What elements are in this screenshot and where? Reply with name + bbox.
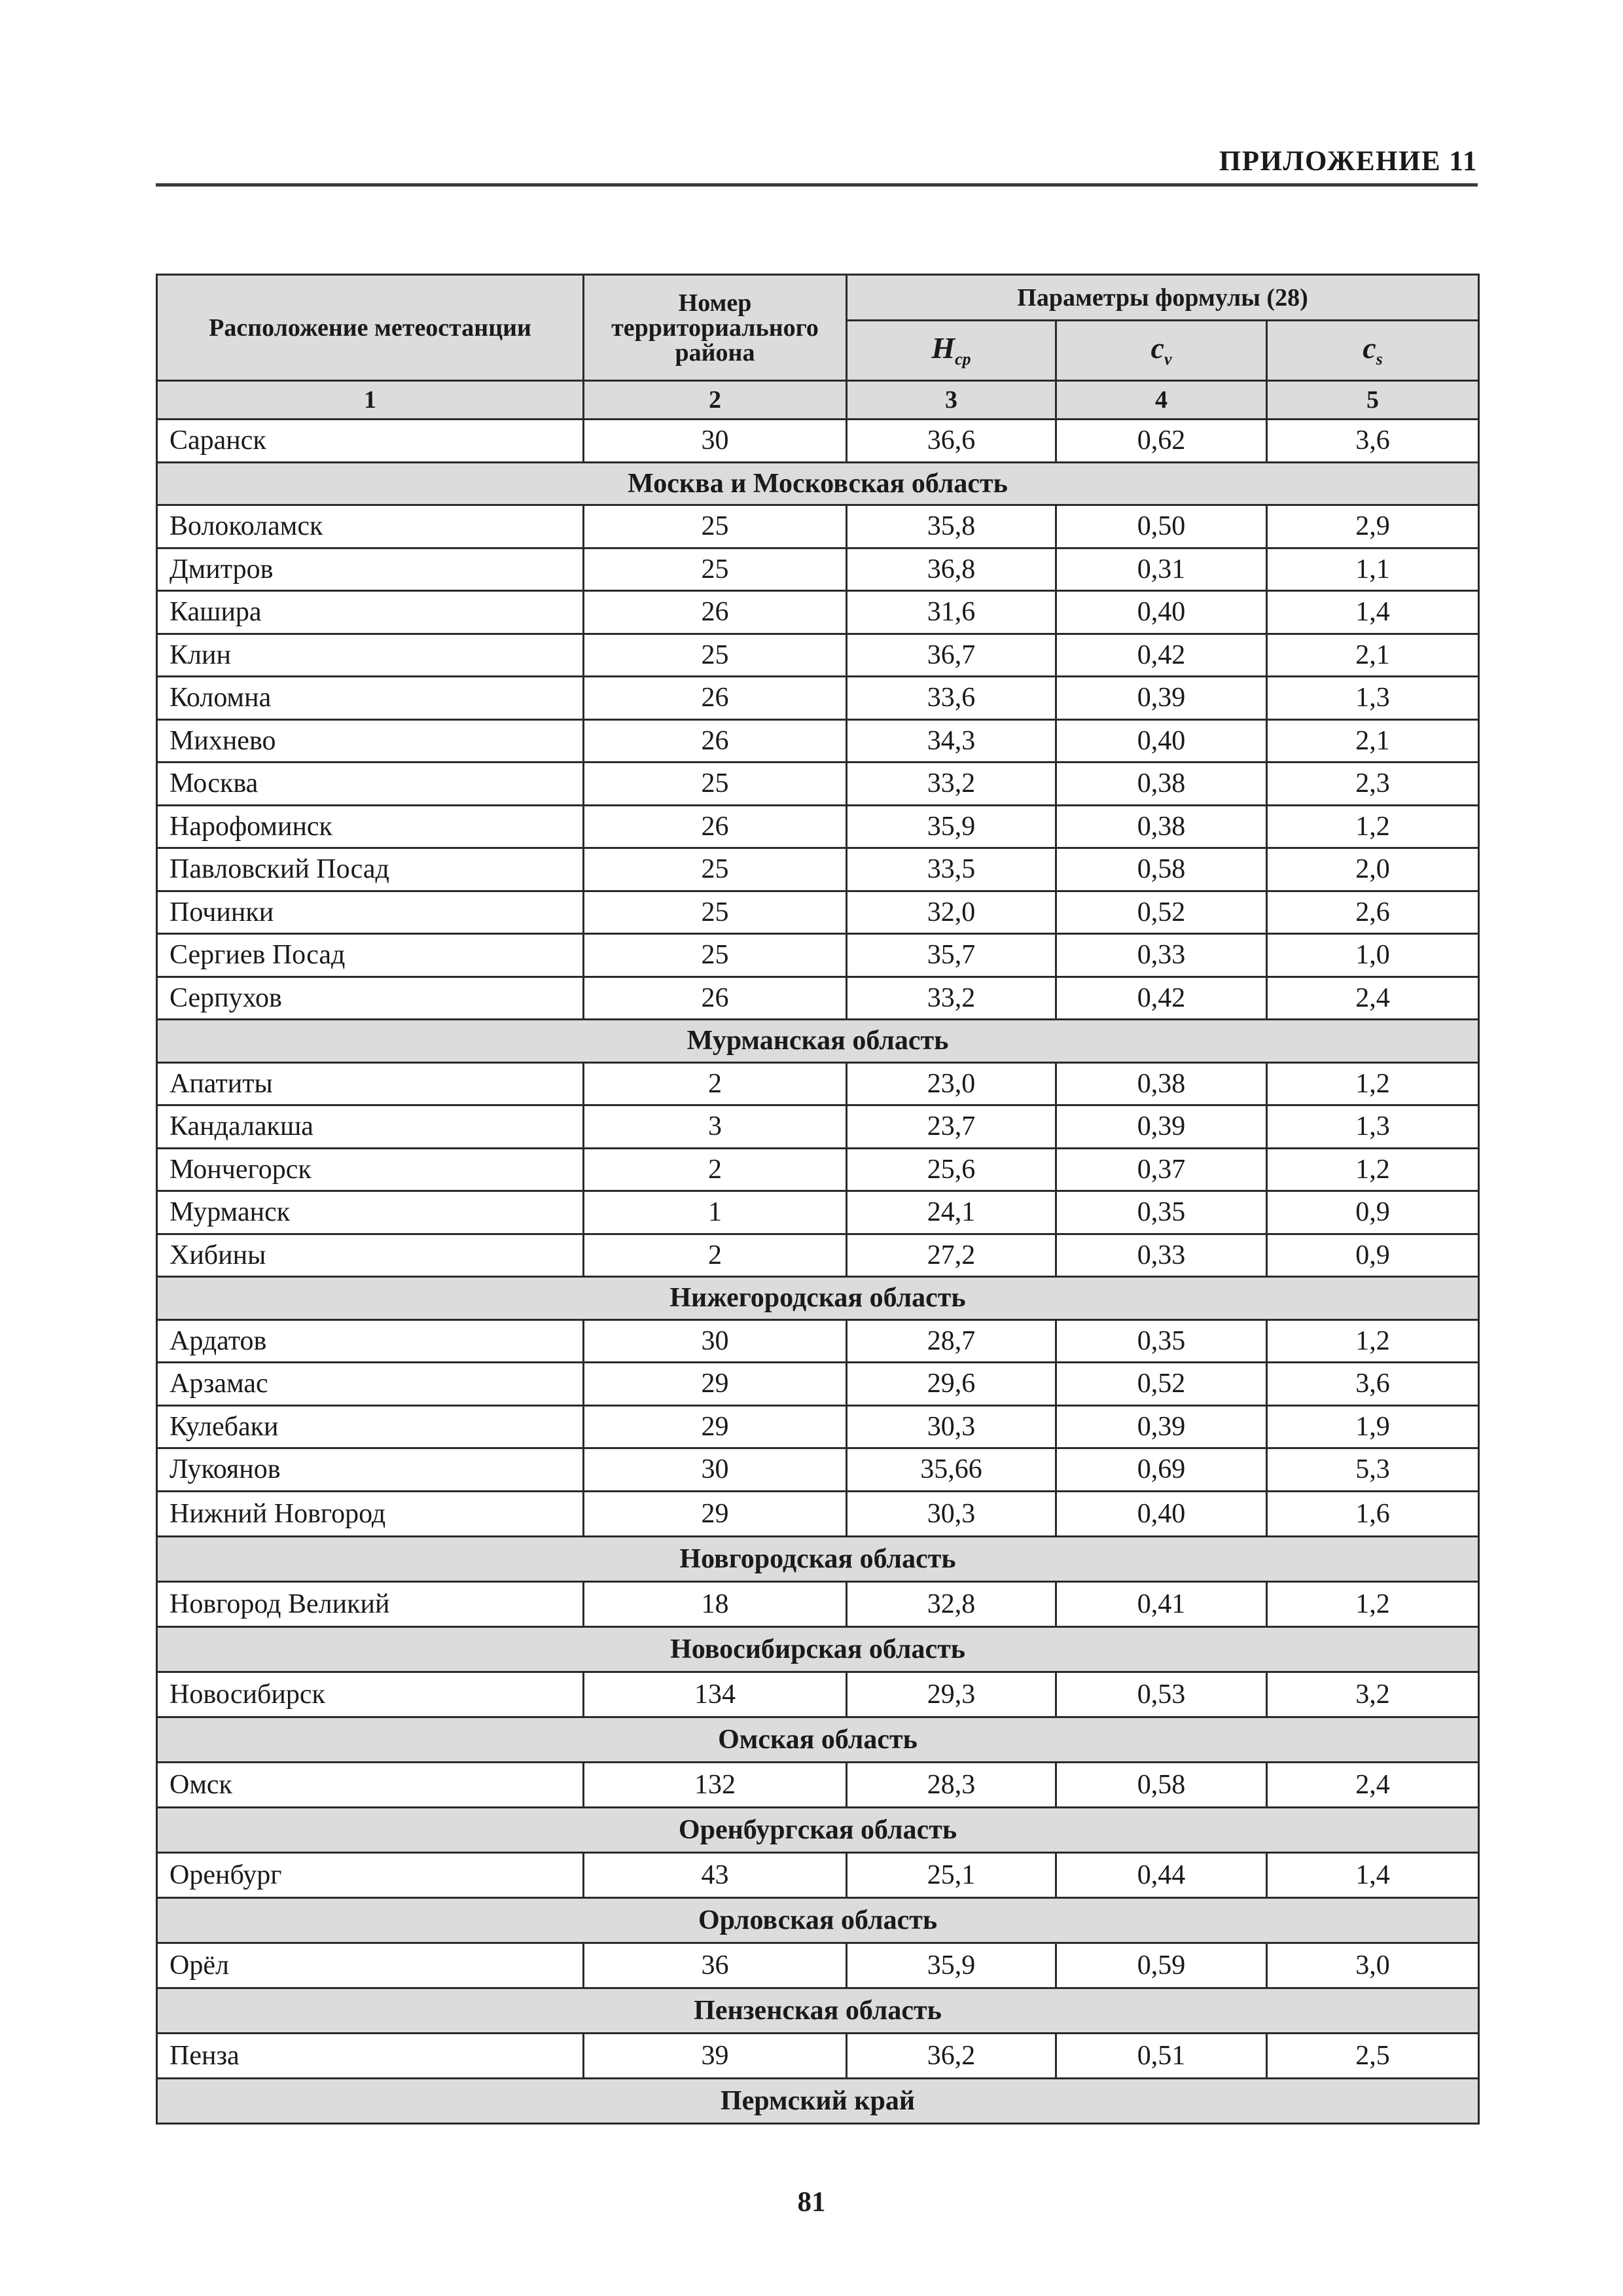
region-row (157, 2078, 1479, 2123)
value-cs: 2,1 (1267, 719, 1479, 762)
region-label: Мурманская область (157, 1020, 1479, 1063)
region-label: Пензенская область (157, 1988, 1479, 2033)
station-name: Нарофоминск (157, 805, 584, 848)
district-number: 26 (584, 677, 847, 720)
district-number: 2 (584, 1148, 847, 1191)
station-name: Лукоянов (157, 1448, 584, 1492)
value-h: 35,66 (847, 1448, 1056, 1492)
value-cv: 0,50 (1056, 505, 1267, 548)
value-h: 33,6 (847, 677, 1056, 720)
value-cv: 0,40 (1056, 719, 1267, 762)
value-cv: 0,35 (1056, 1191, 1267, 1234)
value-cs: 2,0 (1267, 848, 1479, 891)
value-cs: 1,2 (1267, 1319, 1479, 1363)
value-cv: 0,69 (1056, 1448, 1267, 1492)
region-label: Новосибирская область (157, 1626, 1479, 1672)
weather-stations-table (156, 274, 1480, 2125)
value-cs: 1,2 (1267, 1062, 1479, 1105)
value-cs: 1,2 (1267, 1148, 1479, 1191)
value-cs: 0,9 (1267, 1234, 1479, 1277)
station-name: Оренбург (157, 1852, 584, 1897)
value-h: 35,7 (847, 934, 1056, 977)
value-h: 33,2 (847, 977, 1056, 1020)
value-h: 32,0 (847, 891, 1056, 934)
region-row (157, 462, 1479, 505)
column-number: 5 (1267, 381, 1479, 420)
value-cs: 1,1 (1267, 548, 1479, 591)
district-number: 18 (584, 1581, 847, 1626)
value-cv: 0,44 (1056, 1852, 1267, 1897)
value-cs: 2,4 (1267, 977, 1479, 1020)
value-h: 30,3 (847, 1491, 1056, 1536)
value-cs: 2,4 (1267, 1762, 1479, 1807)
value-h: 33,2 (847, 762, 1056, 806)
value-h: 25,1 (847, 1852, 1056, 1897)
table-row (157, 2033, 1479, 2078)
district-number: 1 (584, 1191, 847, 1234)
district-number: 36 (584, 1943, 847, 1988)
region-row (157, 1897, 1479, 1943)
station-name: Дмитров (157, 548, 584, 591)
table-row (157, 1105, 1479, 1149)
value-h: 36,2 (847, 2033, 1056, 2078)
value-cv: 0,40 (1056, 1491, 1267, 1536)
district-number: 2 (584, 1062, 847, 1105)
region-label: Омская область (157, 1717, 1479, 1762)
table-row (157, 1234, 1479, 1277)
station-name: Мурманск (157, 1191, 584, 1234)
value-cv: 0,42 (1056, 634, 1267, 677)
value-h: 30,3 (847, 1405, 1056, 1448)
district-number: 134 (584, 1672, 847, 1717)
station-name: Серпухов (157, 977, 584, 1020)
station-name: Мончегорск (157, 1148, 584, 1191)
value-cv: 0,37 (1056, 1148, 1267, 1191)
table-row (157, 1672, 1479, 1717)
table-row (157, 1943, 1479, 1988)
district-number: 43 (584, 1852, 847, 1897)
value-cv: 0,33 (1056, 934, 1267, 977)
value-cv: 0,51 (1056, 2033, 1267, 2078)
value-cv: 0,38 (1056, 805, 1267, 848)
value-h: 27,2 (847, 1234, 1056, 1277)
table-row (157, 1062, 1479, 1105)
table-row (157, 1363, 1479, 1406)
district-number: 30 (584, 420, 847, 463)
value-cs: 1,0 (1267, 934, 1479, 977)
value-cv: 0,58 (1056, 848, 1267, 891)
value-cv: 0,52 (1056, 1363, 1267, 1406)
table-row (157, 1581, 1479, 1626)
district-number: 26 (584, 977, 847, 1020)
value-h: 35,9 (847, 1943, 1056, 1988)
value-cs: 2,9 (1267, 505, 1479, 548)
table-row (157, 420, 1479, 463)
column-header-cv: $c_v$ (1056, 321, 1267, 381)
value-h: 23,0 (847, 1062, 1056, 1105)
value-h: 31,6 (847, 591, 1056, 634)
district-number: 26 (584, 805, 847, 848)
district-number: 29 (584, 1405, 847, 1448)
value-cs: 1,9 (1267, 1405, 1479, 1448)
station-name: Омск (157, 1762, 584, 1807)
table-row (157, 505, 1479, 548)
station-name: Михнево (157, 719, 584, 762)
column-number: 4 (1056, 381, 1267, 420)
value-cs: 1,6 (1267, 1491, 1479, 1536)
station-name: Ардатов (157, 1319, 584, 1363)
table-row (157, 1319, 1479, 1363)
region-row (157, 1717, 1479, 1762)
value-cv: 0,33 (1056, 1234, 1267, 1277)
value-h: 29,3 (847, 1672, 1056, 1717)
district-number: 3 (584, 1105, 847, 1149)
district-number: 26 (584, 591, 847, 634)
table-row (157, 548, 1479, 591)
station-name: Волоколамск (157, 505, 584, 548)
district-number: 39 (584, 2033, 847, 2078)
value-h: 36,7 (847, 634, 1056, 677)
station-name: Починки (157, 891, 584, 934)
page-number: 81 (797, 2187, 826, 2217)
column-header-location: Расположение метеостанции (157, 275, 584, 381)
region-label: Орловская область (157, 1897, 1479, 1943)
table-row (157, 891, 1479, 934)
region-row (157, 1020, 1479, 1063)
column-number: 2 (584, 381, 847, 420)
table-row (157, 1448, 1479, 1492)
page-header-title: ПРИЛОЖЕНИЕ 11 (1219, 146, 1478, 177)
value-h: 25,6 (847, 1148, 1056, 1191)
table-row (157, 1405, 1479, 1448)
value-h: 36,8 (847, 548, 1056, 591)
table-row (157, 977, 1479, 1020)
station-name: Апатиты (157, 1062, 584, 1105)
value-cv: 0,59 (1056, 1943, 1267, 1988)
value-cv: 0,41 (1056, 1581, 1267, 1626)
value-cv: 0,38 (1056, 762, 1267, 806)
region-row (157, 1277, 1479, 1320)
station-name: Клин (157, 634, 584, 677)
station-name: Саранск (157, 420, 584, 463)
value-h: 29,6 (847, 1363, 1056, 1406)
region-row (157, 1807, 1479, 1852)
value-cs: 3,6 (1267, 1363, 1479, 1406)
value-h: 23,7 (847, 1105, 1056, 1149)
region-row (157, 1988, 1479, 2033)
value-h: 35,9 (847, 805, 1056, 848)
table-row (157, 934, 1479, 977)
station-name: Пенза (157, 2033, 584, 2078)
value-h: 33,5 (847, 848, 1056, 891)
value-cs: 1,4 (1267, 591, 1479, 634)
column-header-h: $H_{ср}$ (847, 321, 1056, 381)
value-cs: 3,0 (1267, 1943, 1479, 1988)
region-label: Новгородская область (157, 1536, 1479, 1581)
value-cv: 0,40 (1056, 591, 1267, 634)
district-number: 29 (584, 1491, 847, 1536)
value-h: 28,3 (847, 1762, 1056, 1807)
district-number: 30 (584, 1448, 847, 1492)
table-body (157, 420, 1479, 2124)
district-number: 25 (584, 934, 847, 977)
value-cv: 0,35 (1056, 1319, 1267, 1363)
value-cv: 0,39 (1056, 1105, 1267, 1149)
district-number: 26 (584, 719, 847, 762)
table-row (157, 1491, 1479, 1536)
district-number: 25 (584, 634, 847, 677)
table-row (157, 1148, 1479, 1191)
value-h: 35,8 (847, 505, 1056, 548)
value-h: 28,7 (847, 1319, 1056, 1363)
value-cv: 0,58 (1056, 1762, 1267, 1807)
region-label: Оренбургская область (157, 1807, 1479, 1852)
value-h: 36,6 (847, 420, 1056, 463)
station-name: Павловский Посад (157, 848, 584, 891)
value-cs: 2,1 (1267, 634, 1479, 677)
value-cs: 0,9 (1267, 1191, 1479, 1234)
value-cs: 1,2 (1267, 805, 1479, 848)
station-name: Кулебаки (157, 1405, 584, 1448)
table-row (157, 848, 1479, 891)
value-cs: 1,2 (1267, 1581, 1479, 1626)
station-name: Арзамас (157, 1363, 584, 1406)
table-row (157, 762, 1479, 806)
value-cs: 2,5 (1267, 2033, 1479, 2078)
column-number: 3 (847, 381, 1056, 420)
region-label: Пермский край (157, 2078, 1479, 2123)
value-cv: 0,62 (1056, 420, 1267, 463)
value-h: 34,3 (847, 719, 1056, 762)
station-name: Новгород Великий (157, 1581, 584, 1626)
header-divider (156, 183, 1478, 187)
value-cv: 0,38 (1056, 1062, 1267, 1105)
station-name: Кашира (157, 591, 584, 634)
region-label: Нижегородская область (157, 1277, 1479, 1320)
district-number: 29 (584, 1363, 847, 1406)
value-cv: 0,53 (1056, 1672, 1267, 1717)
column-number: 1 (157, 381, 584, 420)
value-h: 24,1 (847, 1191, 1056, 1234)
value-cs: 3,6 (1267, 420, 1479, 463)
station-name: Нижний Новгород (157, 1491, 584, 1536)
value-cv: 0,42 (1056, 977, 1267, 1020)
region-row (157, 1536, 1479, 1581)
district-number: 25 (584, 891, 847, 934)
district-number: 2 (584, 1234, 847, 1277)
station-name: Москва (157, 762, 584, 806)
table-row (157, 677, 1479, 720)
table-row (157, 719, 1479, 762)
station-name: Сергиев Посад (157, 934, 584, 977)
district-number: 25 (584, 505, 847, 548)
value-cs: 2,6 (1267, 891, 1479, 934)
district-number: 25 (584, 548, 847, 591)
value-cv: 0,52 (1056, 891, 1267, 934)
region-row (157, 1626, 1479, 1672)
value-cs: 1,4 (1267, 1852, 1479, 1897)
value-cv: 0,31 (1056, 548, 1267, 591)
column-header-district: Номер территориального района (584, 275, 847, 381)
station-name: Орёл (157, 1943, 584, 1988)
station-name: Новосибирск (157, 1672, 584, 1717)
value-cs: 1,3 (1267, 1105, 1479, 1149)
value-cv: 0,39 (1056, 1405, 1267, 1448)
value-cs: 3,2 (1267, 1672, 1479, 1717)
table-row (157, 805, 1479, 848)
station-name: Хибины (157, 1234, 584, 1277)
district-number: 30 (584, 1319, 847, 1363)
region-label: Москва и Московская область (157, 462, 1479, 505)
value-cs: 2,3 (1267, 762, 1479, 806)
value-cs: 5,3 (1267, 1448, 1479, 1492)
district-number: 132 (584, 1762, 847, 1807)
station-name: Кандалакша (157, 1105, 584, 1149)
table-row (157, 1762, 1479, 1807)
district-number: 25 (584, 848, 847, 891)
column-header-params: Параметры формулы (28) (847, 275, 1479, 321)
table-row (157, 1191, 1479, 1234)
value-h: 32,8 (847, 1581, 1056, 1626)
column-header-cs: $c_s$ (1267, 321, 1479, 381)
station-name: Коломна (157, 677, 584, 720)
table-row (157, 591, 1479, 634)
value-cv: 0,39 (1056, 677, 1267, 720)
table-row (157, 634, 1479, 677)
table-row (157, 1852, 1479, 1897)
value-cs: 1,3 (1267, 677, 1479, 720)
district-number: 25 (584, 762, 847, 806)
